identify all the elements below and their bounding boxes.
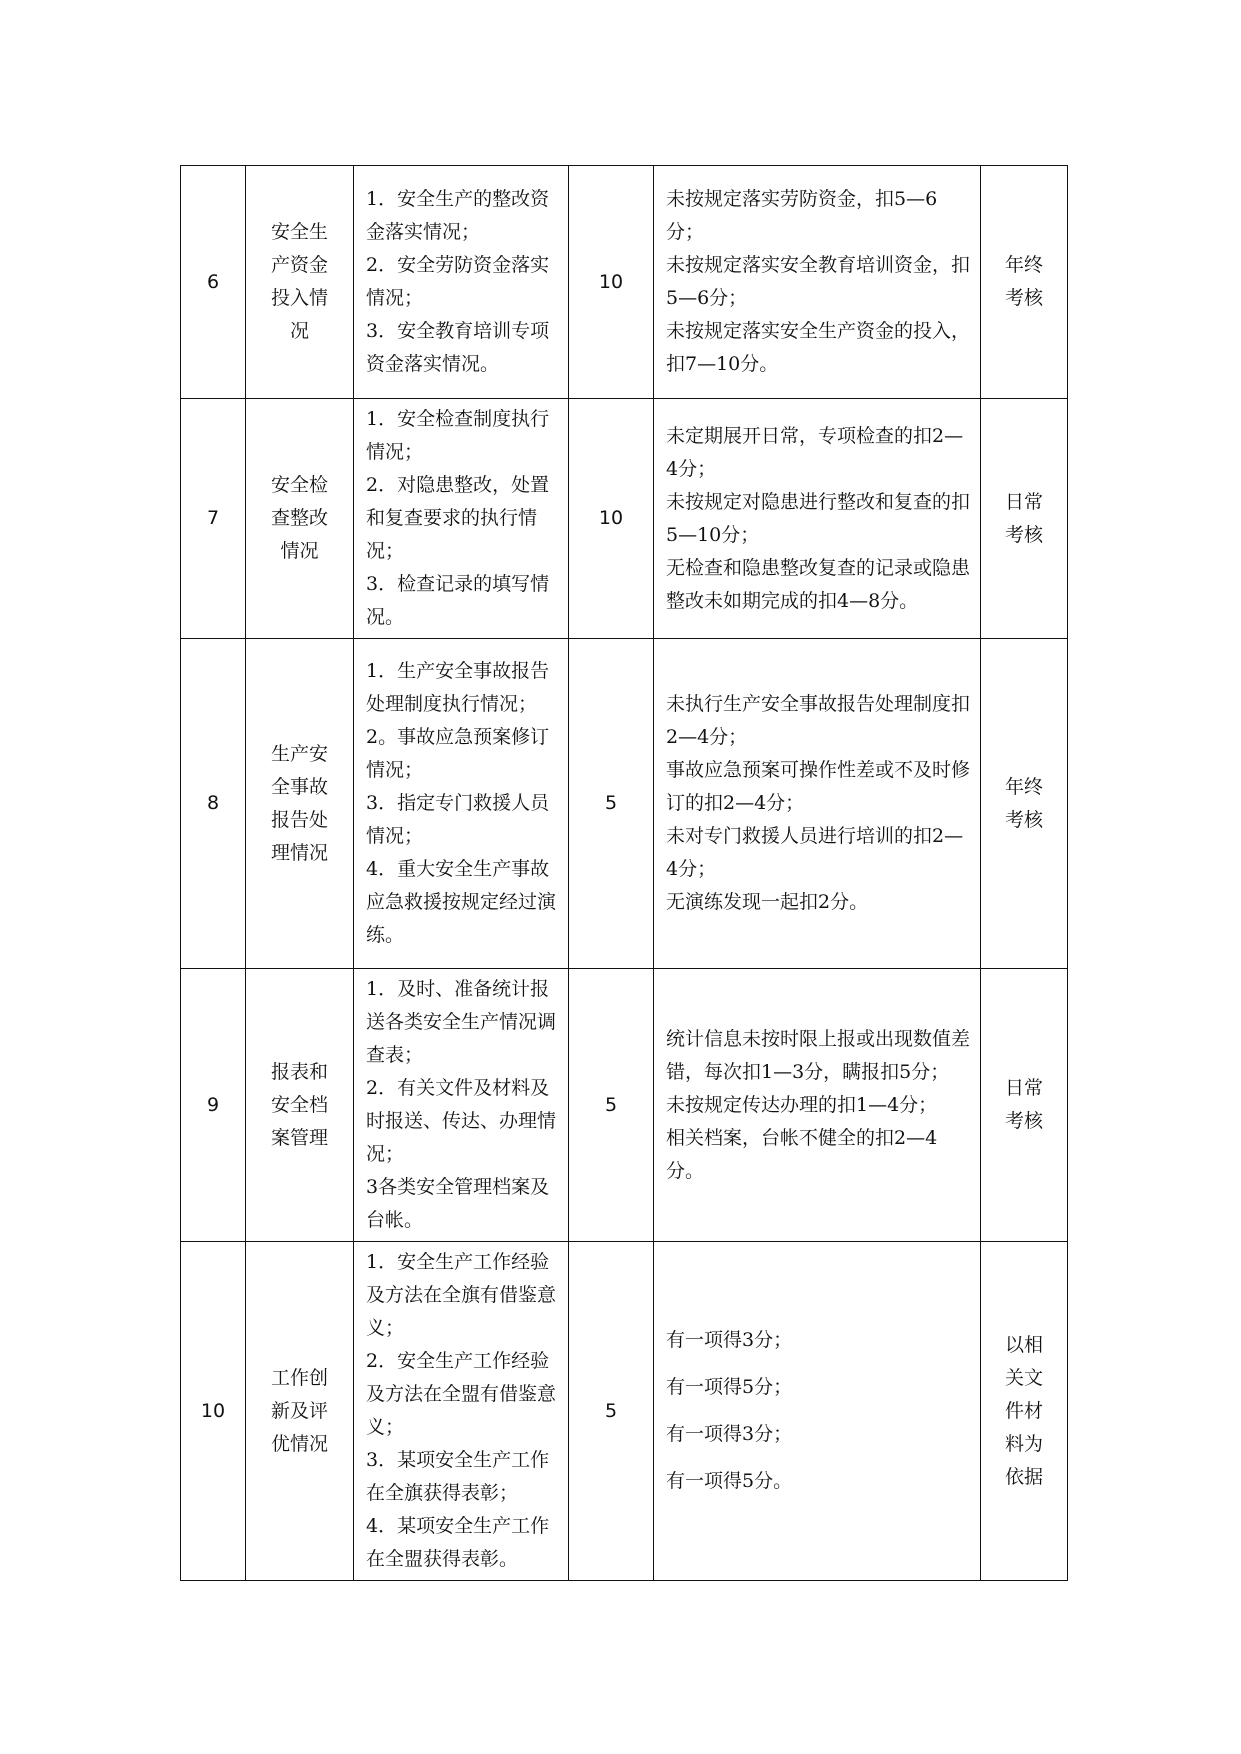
content-line: 3各类安全管理档案及台帐。 — [366, 1176, 550, 1231]
rule-line: 统计信息未按时限上报或出现数值差错，每次扣1—3分，瞒报扣5分； — [666, 1027, 971, 1083]
assessment-item: 安全检查整改情况 — [246, 399, 354, 639]
assessment-method: 日常考核 — [981, 399, 1068, 639]
table-row — [181, 399, 1068, 639]
score: 5 — [569, 1242, 654, 1581]
rule-line: 未按规定对隐患进行整改和复查的扣5—10分； — [666, 490, 971, 546]
content-line: 1．生产安全事故报告处理制度执行情况； — [366, 660, 550, 715]
rule-line: 相关档案，台帐不健全的扣2—4分。 — [666, 1126, 938, 1182]
table-row — [181, 639, 1068, 969]
content-line: 2。事故应急预案修订情况； — [366, 726, 550, 781]
content-line: 2．有关文件及材料及时报送、传达、办理情况； — [366, 1077, 557, 1165]
assessment-content — [354, 166, 569, 399]
content-line: 3．安全教育培训专项资金落实情况。 — [366, 320, 550, 375]
rule-line: 未对专门救援人员进行培训的扣2—4分； — [666, 825, 964, 880]
row-number: 9 — [181, 969, 246, 1242]
content-line: 1．安全生产工作经验及方法在全旗有借鉴意义； — [366, 1251, 557, 1339]
scoring-rules — [654, 969, 981, 1242]
rule-line: 未定期展开日常，专项检查的扣2—4分； — [666, 424, 964, 480]
rule-line: 未按规定落实安全教育培训资金，扣5—6分； — [666, 254, 971, 309]
assessment-method: 年终考核 — [981, 639, 1068, 969]
table-row — [181, 1242, 1068, 1581]
rule-line: 无演练发现一起扣2分。 — [666, 891, 869, 913]
row-number: 6 — [181, 166, 246, 399]
rule-line: 未按规定落实劳防资金，扣5—6分； — [666, 188, 938, 243]
content-line: 3．检查记录的填写情况。 — [366, 573, 550, 628]
content-line: 3．某项安全生产工作在全旗获得表彰； — [366, 1449, 550, 1504]
assessment-item: 生产安全事故报告处理情况 — [246, 639, 354, 969]
content-line: 1．及时、准备统计报送各类安全生产情况调查表； — [366, 978, 557, 1066]
content-line: 2．对隐患整改，处置和复查要求的执行情况； — [366, 474, 550, 562]
assessment-item: 工作创新及评优情况 — [246, 1242, 354, 1581]
scoring-rules — [654, 639, 981, 969]
table-row — [181, 969, 1068, 1242]
assessment-table — [180, 165, 1068, 1581]
rule-line: 有一项得5分。 — [666, 1470, 793, 1492]
rule-line: 有一项得3分； — [666, 1423, 793, 1445]
scoring-rules — [654, 166, 981, 399]
content-line: 1．安全生产的整改资金落实情况； — [366, 188, 550, 243]
assessment-item: 安全生产资金投入情况 — [246, 166, 354, 399]
rule-line: 未执行生产安全事故报告处理制度扣2—4分； — [666, 693, 971, 748]
table-row — [181, 166, 1068, 399]
content-line: 4．重大安全生产事故应急救援按规定经过演练。 — [366, 858, 557, 946]
rule-line: 有一项得5分； — [666, 1376, 793, 1398]
content-line: 4．某项安全生产工作在全盟获得表彰。 — [366, 1515, 550, 1570]
assessment-item: 报表和安全档案管理 — [246, 969, 354, 1242]
score: 10 — [569, 399, 654, 639]
row-number: 10 — [181, 1242, 246, 1581]
rule-line: 无检查和隐患整改复查的记录或隐患整改未如期完成的扣4—8分。 — [666, 556, 971, 612]
content-line: 2．安全劳防资金落实情况； — [366, 254, 550, 309]
score: 10 — [569, 166, 654, 399]
rule-line: 事故应急预案可操作性差或不及时修订的扣2—4分； — [666, 759, 971, 814]
assessment-content — [354, 399, 569, 639]
rule-line: 未按规定落实安全生产资金的投入，扣7—10分。 — [666, 320, 971, 375]
assessment-method: 日常考核 — [981, 969, 1068, 1242]
assessment-method: 以相关文件材料为依据 — [981, 1242, 1068, 1581]
rule-line: 未按规定传达办理的扣1—4分； — [666, 1093, 938, 1116]
row-number: 7 — [181, 399, 246, 639]
content-line: 2．安全生产工作经验及方法在全盟有借鉴意义； — [366, 1350, 557, 1438]
assessment-content — [354, 1242, 569, 1581]
assessment-method: 年终考核 — [981, 166, 1068, 399]
content-line: 3．指定专门救援人员情况； — [366, 792, 550, 847]
score: 5 — [569, 639, 654, 969]
scoring-rules — [654, 1242, 981, 1581]
scoring-rules — [654, 399, 981, 639]
assessment-content — [354, 639, 569, 969]
row-number: 8 — [181, 639, 246, 969]
score: 5 — [569, 969, 654, 1242]
content-line: 1．安全检查制度执行情况； — [366, 408, 550, 463]
rule-line: 有一项得3分； — [666, 1329, 793, 1351]
assessment-content — [354, 969, 569, 1242]
